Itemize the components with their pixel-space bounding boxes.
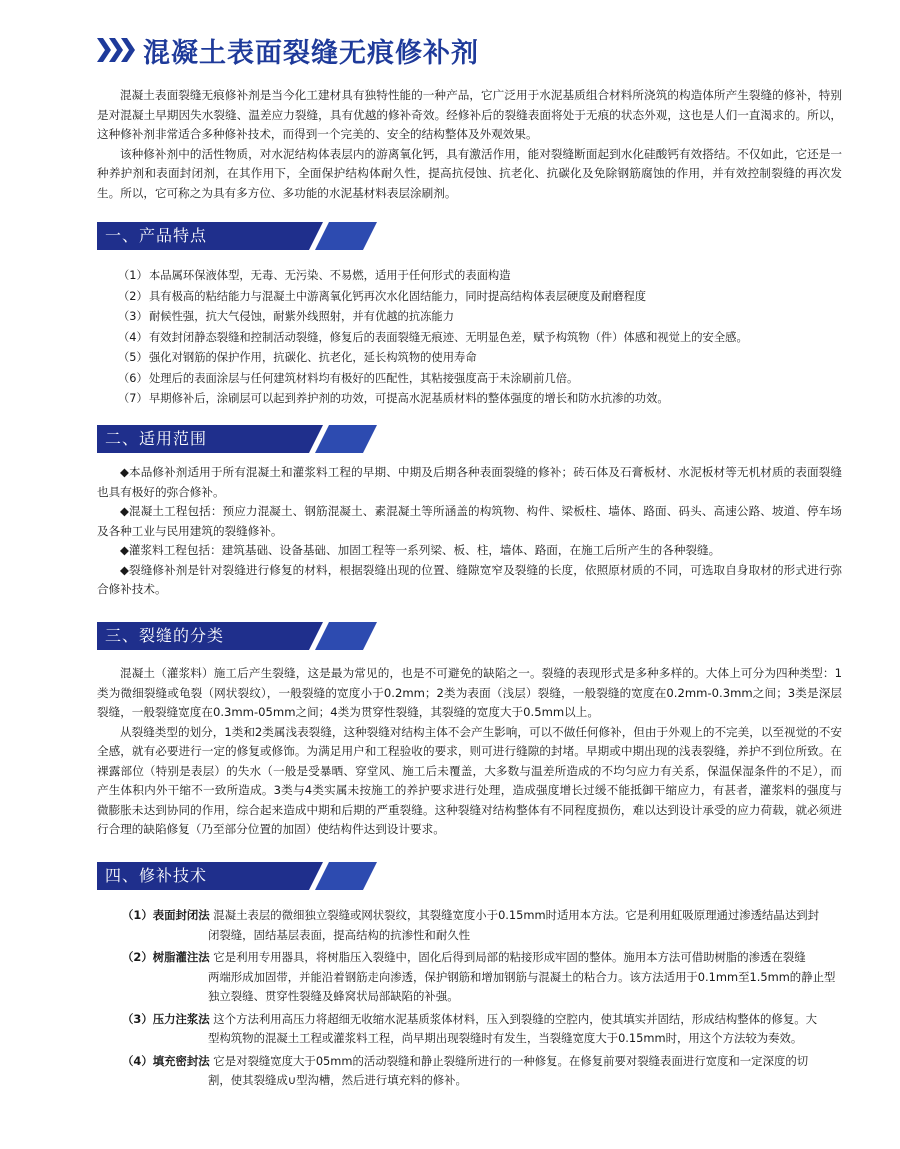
section-title: 三、裂缝的分类 — [105, 626, 225, 645]
item-number: （1） — [118, 269, 148, 282]
section-title: 四、修补技术 — [105, 866, 208, 885]
technique-line: 型构筑物的混凝土工程或灌浆料工程，尚早期出现裂缝时有发生，当裂缝宽度大于0.15mm时，用这个方法较为奏效。 — [208, 1031, 803, 1045]
technique-line: 它是对裂缝宽度大于05mm的活动裂缝和静止裂缝所进行的一种修复。在修复前要对裂缝表面进行宽度和一定深度的切 — [213, 1053, 809, 1068]
item-text: 本品属环保液体型，无毒、无污染、不易燃，适用于任何形式的表面构造 — [149, 269, 511, 282]
item-text: 强化对钢筋的保护作用，抗碳化、抗老化，延长构筑物的使用寿命 — [149, 351, 477, 364]
scope-block — [97, 463, 842, 600]
item-text: 有效封闭静态裂缝和控制活动裂缝，修复后的表面裂缝无痕迹、无明显色差，赋予构筑物（件）体感和视觉上的安全感。 — [149, 330, 748, 344]
section-banner-scope — [97, 425, 377, 453]
list-item — [118, 287, 818, 308]
techniques-list — [122, 906, 847, 1094]
scope-paragraph: ◆本品修补剂适用于所有混凝土和灌浆料工程的早期、中期及后期各种表面裂缝的修补；砖石体及石膏板材、水泥板材等无机材质的表面裂缝也具有极好的弥合修补。 — [97, 465, 842, 499]
item-text: 早期修补后，涂刷层可以起到养护剂的功效，可提高水泥基质材料的整体强度的增长和防水抗渗的功效。 — [149, 392, 669, 405]
list-item — [118, 348, 818, 369]
list-item — [118, 266, 818, 287]
intro-paragraph: 混凝土表面裂缝无痕修补剂是当今化工建材具有独特性能的一种产品，它广泛用于水泥基质组合材料所浇筑的构造体所产生裂缝的修补，特别是对混凝土早期因失水裂缝、温差应力裂缝，具有优越的修补奇效。经修补后的裂缝表面将处于无痕的状态外观，这也是人们一直渴求的。所以，这种修补剂非常适合多种修补技术，而得到一个完美的、安全的结构整体及外观效果。 — [97, 88, 842, 141]
technique-name: （3）压力注浆法 — [122, 1011, 210, 1026]
item-number: （4） — [118, 330, 148, 344]
technique-line: 这个方法利用高压力将超细无收缩水泥基质浆体材料，压入到裂缝的空腔内，使其填实并固结，形成结构整体的修复。大 — [213, 1011, 818, 1026]
intro-block — [97, 86, 842, 203]
scope-paragraph: ◆裂缝修补剂是针对裂缝进行修复的材料，根据裂缝出现的位置、缝隙宽窄及裂缝的长度，依照原材质的不同，可选取自身取材的形式进行弥合修补技术。 — [97, 562, 842, 596]
technique-line: 独立裂缝、贯穿性裂缝及蜂窝状局部缺陷的补强。 — [208, 989, 459, 1003]
technique-item — [122, 948, 847, 1007]
item-number: （7） — [118, 392, 148, 405]
technique-name: （4）填充密封法 — [122, 1053, 210, 1068]
scope-paragraph: ◆灌浆料工程包括：建筑基础、设备基础、加固工程等一系列梁、板、柱，墙体、路面，在施工后所产生的各种裂缝。 — [120, 543, 721, 557]
classification-paragraph: 从裂缝类型的划分，1类和2类属浅表裂缝，这种裂缝对结构主体不会产生影响，可以不做任何修补，但由于外观上的不完美，以至视觉的不安全感，就有必要进行一定的修复或修饰。为满足用户和工程验收的要求，则可进行缝隙的封堵。早期或中期出现的浅表裂缝，养护不到位所致。在裸露部位（特别是表层）的失水（一般是受暴晒、穿堂风、施工后未覆盖，大多数与温差所造成的不均匀应力有关系，保温保湿条件的不足），而产生体积内外干缩不一致所造成。3类与4类实属未按施工的养护要求进行处理，造成强度增长过缓不能抵御干缩应力，有甚者，灌浆料的强度与微膨胀未达到协同的作用，综合起来造成中期和后期的严重裂缝。这种裂缝对结构整体有不同程度损伤，难以达到设计承受的应力荷载，就必须进行合理的缺陷修复（乃至部分位置的加固）使结构件达到设计要求。 — [97, 724, 842, 836]
technique-line: 混凝土表层的微细独立裂缝或网状裂纹，其裂缝宽度小于0.15mm时适用本方法。它是利用虹吸原理通过渗透结晶达到封 — [213, 908, 819, 922]
item-text: 处理后的表面涂层与任何建筑材料均有极好的匹配性，其粘接强度高于未涂刷前几倍。 — [149, 371, 579, 385]
technique-line: 割，使其裂缝成∪型沟槽，然后进行填充料的修补。 — [208, 1073, 467, 1087]
technique-name: （2）树脂灌注法 — [122, 950, 210, 964]
technique-name: （1）表面封闭法 — [122, 908, 210, 922]
technique-item — [122, 1052, 847, 1091]
technique-line: 它是利用专用器具，将树脂压入裂缝中，固化后得到局部的粘接形成牢固的整体。施用本方法可借助树脂的渗透在裂缝 — [213, 950, 806, 964]
technique-item — [122, 1010, 847, 1049]
item-number: （3） — [118, 310, 148, 323]
technique-line: 闭裂缝，固结基层表面，提高结构的抗渗性和耐久性 — [208, 927, 470, 942]
intro-paragraph: 该种修补剂中的活性物质，对水泥结构体表层内的游离氧化钙，具有激活作用，能对裂缝断面起到水化硅酸钙有效搭结。不仅如此，它还是一种养护剂和表面封闭剂，在其作用下，全面保护结构体耐久性，提高抗侵蚀、抗老化、抗碳化及免除钢筋腐蚀的作用，并有效控制裂缝的再次发生。所以，它可称之为具有多方位、多功能的水泥基材料表层涂刷剂。 — [97, 146, 842, 200]
list-item — [118, 389, 818, 410]
technique-line: 两端形成加固带，并能沿着钢筋走向渗透，保护钢筋和增加钢筋与混凝土的粘合力。该方法适用于0.1mm至1.5mm的静止型 — [208, 969, 836, 984]
section-title: 一、产品特点 — [105, 226, 208, 245]
page-title: 混凝土表面裂缝无痕修补剂 — [143, 37, 479, 69]
list-item — [118, 307, 818, 328]
section-title: 二、适用范围 — [105, 429, 208, 448]
item-number: （2） — [118, 289, 148, 303]
triple-chevron-icon — [97, 38, 133, 62]
item-text: 耐候性强，抗大气侵蚀，耐紫外线照射，并有优越的抗冻能力 — [149, 310, 455, 323]
classification-block — [97, 664, 842, 840]
item-number: （5） — [118, 351, 148, 364]
list-item — [118, 369, 818, 390]
features-list — [118, 266, 818, 410]
section-banner-features — [97, 222, 377, 250]
item-text: 具有极高的粘结能力与混凝土中游离氧化钙再次水化固结能力，同时提高结构体表层硬度及耐磨程度 — [149, 289, 647, 303]
classification-paragraph: 混凝土（灌浆料）施工后产生裂缝，这是最为常见的，也是不可避免的缺陷之一。裂缝的表现形式是多种多样的。大体上可分为四种类型：1类为微细裂缝或龟裂（网状裂纹），一般裂缝的宽度小于0.2mm；2类为表面（浅层）裂缝，一般裂缝的宽度在0.2mm-0.3mm之间；3类是深层裂缝，一般裂缝宽度在0.3mm-05mm之间；4类为贯穿性裂缝，其裂缝的宽度大于0.5mm以上。 — [97, 666, 842, 719]
scope-paragraph: ◆混凝土工程包括：预应力混凝土、钢筋混凝土、素混凝土等所涵盖的构筑物、构件、梁板柱、墙体、路面、码头、高速公路、坡道、停车场及各种工业与民用建筑的裂缝修补。 — [97, 504, 842, 538]
list-item — [118, 328, 818, 349]
technique-item — [122, 906, 847, 945]
title-row — [97, 28, 479, 72]
section-banner-techniques — [97, 862, 377, 890]
section-banner-classification — [97, 622, 377, 650]
item-number: （6） — [118, 371, 148, 385]
